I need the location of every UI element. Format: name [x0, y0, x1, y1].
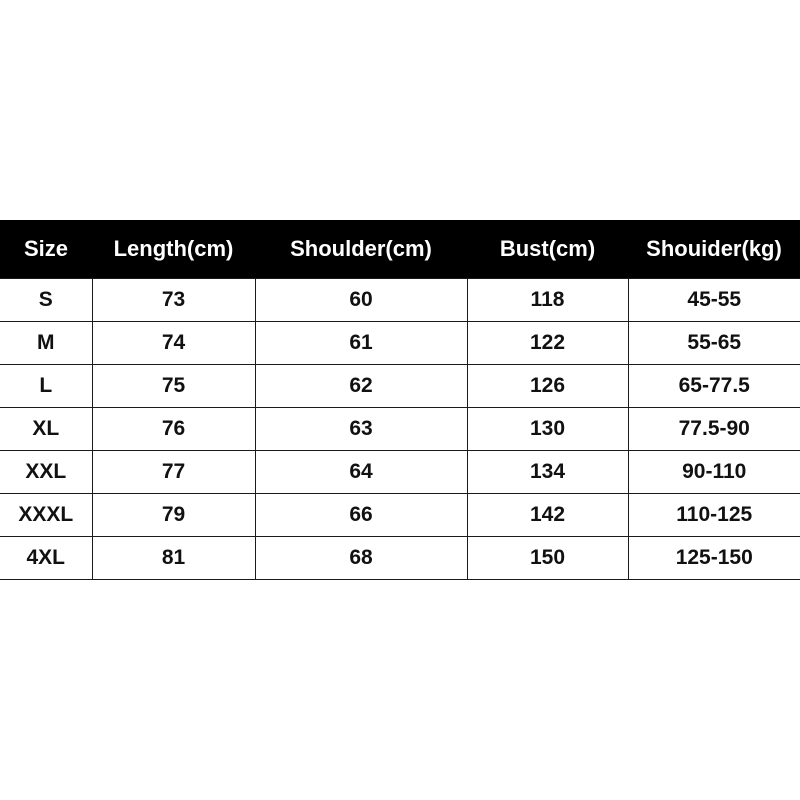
- header-length: Length(cm): [92, 220, 255, 279]
- table-row: [0, 365, 800, 408]
- cell-weight: 77.5-90: [628, 408, 800, 451]
- table-row: [0, 537, 800, 580]
- cell-size: XXXL: [0, 494, 92, 537]
- cell-bust: 118: [467, 279, 628, 322]
- cell-size: S: [0, 279, 92, 322]
- cell-shoulder: 62: [255, 365, 467, 408]
- cell-length: 81: [92, 537, 255, 580]
- table-row: [0, 494, 800, 537]
- cell-bust: 134: [467, 451, 628, 494]
- cell-bust: 142: [467, 494, 628, 537]
- cell-shoulder: 63: [255, 408, 467, 451]
- cell-weight: 55-65: [628, 322, 800, 365]
- header-shoulder: Shoulder(cm): [255, 220, 467, 279]
- cell-shoulder: 60: [255, 279, 467, 322]
- table-row: [0, 322, 800, 365]
- cell-weight: 125-150: [628, 537, 800, 580]
- header-weight: Shouider(kg): [628, 220, 800, 279]
- cell-shoulder: 68: [255, 537, 467, 580]
- cell-bust: 122: [467, 322, 628, 365]
- cell-size: 4XL: [0, 537, 92, 580]
- cell-length: 73: [92, 279, 255, 322]
- header-row: [0, 220, 800, 279]
- cell-bust: 150: [467, 537, 628, 580]
- size-chart-table: [0, 220, 800, 580]
- cell-size: M: [0, 322, 92, 365]
- header-bust: Bust(cm): [467, 220, 628, 279]
- table-row: [0, 279, 800, 322]
- cell-length: 75: [92, 365, 255, 408]
- cell-size: L: [0, 365, 92, 408]
- cell-size: XL: [0, 408, 92, 451]
- cell-weight: 65-77.5: [628, 365, 800, 408]
- cell-weight: 45-55: [628, 279, 800, 322]
- cell-bust: 130: [467, 408, 628, 451]
- cell-bust: 126: [467, 365, 628, 408]
- cell-size: XXL: [0, 451, 92, 494]
- cell-shoulder: 66: [255, 494, 467, 537]
- cell-length: 76: [92, 408, 255, 451]
- table-row: [0, 408, 800, 451]
- cell-shoulder: 64: [255, 451, 467, 494]
- cell-weight: 110-125: [628, 494, 800, 537]
- table-row: [0, 451, 800, 494]
- cell-length: 77: [92, 451, 255, 494]
- cell-length: 74: [92, 322, 255, 365]
- cell-shoulder: 61: [255, 322, 467, 365]
- cell-length: 79: [92, 494, 255, 537]
- cell-weight: 90-110: [628, 451, 800, 494]
- header-size: Size: [0, 220, 92, 279]
